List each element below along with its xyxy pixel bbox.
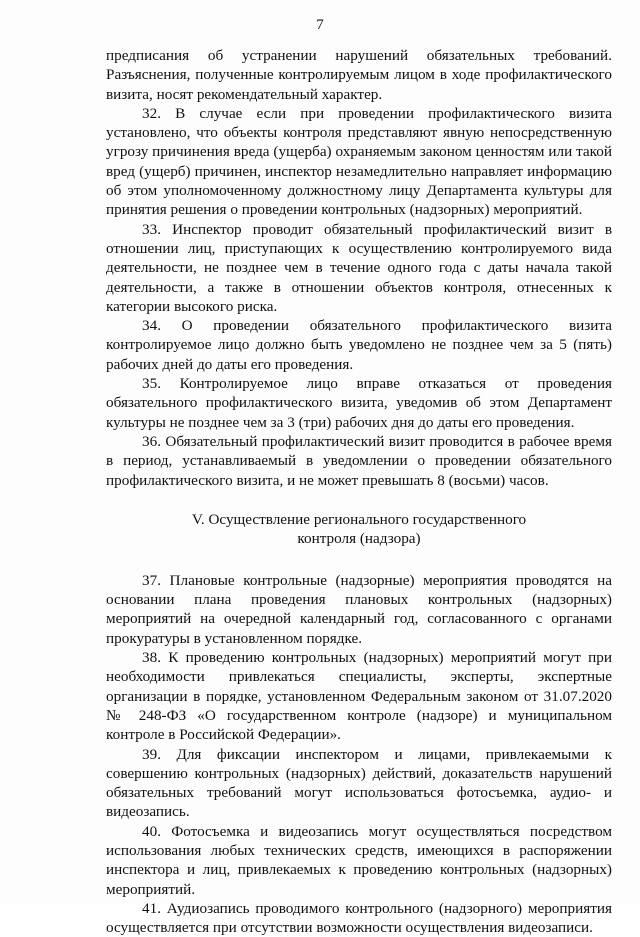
paragraph-37: 37. Плановые контрольные (надзорные) мероприятия проводятся на основании плана проведения плановых контрольных (надзорных) мероприятий на очередной календарный год, согласованного с органами прокуратуры в установленном порядке. (106, 571, 612, 647)
paragraph-34: 34. О проведении обязательного профилактического визита контролируемое лицо должно быть уведомлено не позднее чем за 5 (пять) рабочих дней до даты его проведения. (106, 317, 612, 373)
paragraph-41: 41. Аудиозапись проводимого контрольного (надзорного) мероприятия осуществляется при отсутствии возможности осуществления видеозаписи. (106, 899, 612, 937)
paragraph-36: 36. Обязательный профилактический визит проводится в рабочее время в период, устанавливаемый в уведомлении о проведении обязательного профилактического визита, и не может превышать 8 (восьми) часов. (106, 432, 612, 489)
paragraph-38: 38. К проведению контрольных (надзорных) мероприятий могут при необходимости привлекаться специалисты, эксперты, экспертные организации в порядке, установленном Федеральным законом от 31.07.2020 № 248-ФЗ «О государственном контроле (надзоре) и муниципальном контроле в Российской Федерации». (106, 649, 612, 744)
paragraph-33: 33. Инспектор проводит обязательный профилактический визит в отношении лиц, приступающих к осуществлению контролируемого вида деятельности, не позднее чем в течение одного года с даты начала такой деятельности, а также в отношении объектов контроля, отнесенных к категории высокого риска. (106, 220, 612, 315)
section-heading-line2: контроля (надзора) (297, 530, 421, 548)
paragraph-39: 39. Для фиксации инспектором и лицами, привлекаемыми к совершению контрольных (надзорных) действий, доказательств нарушений обязательных требований могут использоваться фотосъемка, аудио- и видеозапись. (106, 745, 612, 821)
paragraph-continuation: предписания об устранении нарушений обязательных требований. Разъяснения, полученные контролируемым лицом в ходе профилактического визита, носят рекомендательный характер. (106, 47, 612, 103)
section-heading (106, 510, 612, 549)
paragraph-40: 40. Фотосъемка и видеозапись могут осуществляться посредством использования любых технических средств, имеющихся в распоряжении инспектора и лиц, привлекаемых к проведению контрольных (надзорных) мероприятий. (106, 822, 612, 898)
section-heading-line1: V. Осуществление регионального государственного (191, 510, 527, 528)
paragraph-35: 35. Контролируемое лицо вправе отказаться от проведения обязательного профилактического визита, уведомив об этом Департамент культуры не позднее чем за 3 (три) рабочих дня до даты его проведения. (106, 375, 612, 431)
document-body (106, 46, 612, 937)
paragraph-32: 32. В случае если при проведении профилактического визита установлено, что объекты контроля представляют явную непосредственную угрозу причинения вреда (ущерба) охраняемым законом ценностям или такой вред (ущерб) причинен, инспектор незамедлительно направляет информацию об этом уполномоченному должностному лицу Департамента культуры для принятия решения о проведении контрольных (надзорных) мероприятий. (106, 104, 612, 219)
page-number: 7 (316, 17, 324, 33)
